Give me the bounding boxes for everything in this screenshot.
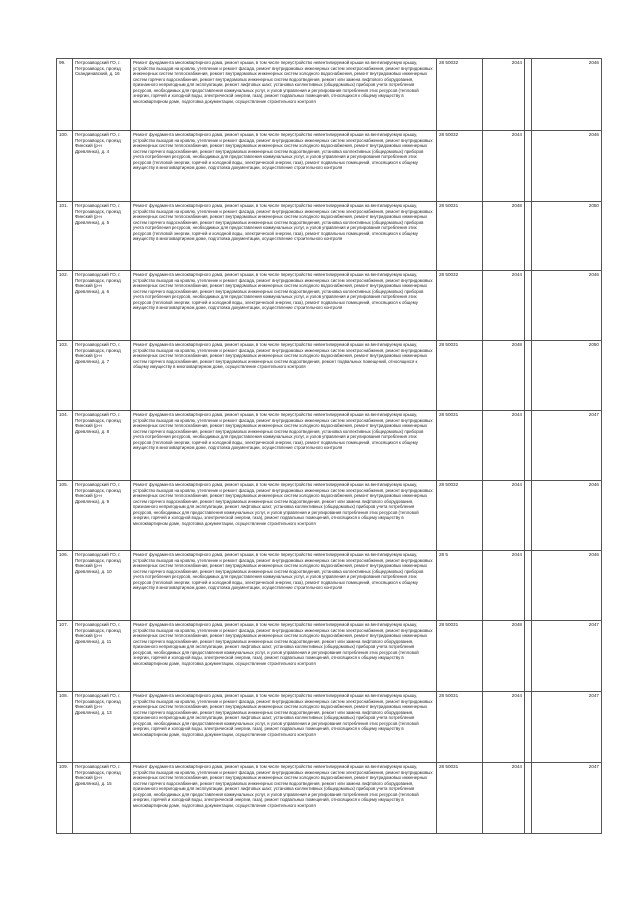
row-code: 28 50031 (437, 202, 483, 271)
row-empty-cell (525, 131, 532, 202)
row-empty-cell (525, 481, 532, 551)
row-code: 28 50031 (437, 411, 483, 481)
row-year-start: 2044 (483, 131, 525, 202)
row-year-start: 2048 (483, 621, 525, 692)
table-row (57, 621, 602, 692)
row-year-start: 2044 (483, 411, 525, 481)
row-code: 28 50032 (437, 131, 483, 202)
row-address: Петрозаводский ГО, г. Петрозаводск, проезд Финский (р-н Древлянка), д. 8 (73, 411, 131, 481)
table-row (57, 341, 602, 411)
row-year-end: 2046 (532, 481, 602, 551)
row-empty-cell (525, 202, 532, 271)
row-year-end: 2050 (532, 341, 602, 411)
row-description: Ремонт фундамента многоквартирного дома, ремонт крыши, в том числе переустройство невентилируемой крыши на вентилируемую крышу, устройство выходов на кровлю, утепление и ремонт фасада, ремонт внутридомовых инженерных систем электроснабжения, ремонт внутридомовых инженерных систем теплоснабжения, ремонт внутридомовых инженерных систем холодного водоснабжения, ремонт внутридомовых инженерных систем горячего водоснабжения, ремонт внутридомовых инженерных систем водоотведения, ремонт или замена лифтового оборудования, признанного непригодным для эксплуатации, ремонт лифтовых шахт, установка коллективных (общедомовых) приборов учета потребления ресурсов, необходимых для предоставления коммунальных услуг, и узлов управления и регулирования потребления этих ресурсов (тепловой энергии, горячей и холодной воды, электрической энергии, газа), ремонт подвальных помещений, относящихся к общему имуществу в многоквартирном доме, подготовка документации, осуществление строительного контроля (131, 763, 437, 834)
table-row (57, 59, 602, 131)
row-number: 104. (57, 411, 73, 481)
row-description: Ремонт фундамента многоквартирного дома, ремонт крыши, в том числе переустройство невентилируемой крыши на вентилируемую крышу, устройство выходов на кровлю, утепление и ремонт фасада, ремонт внутридомовых инженерных систем электроснабжения, ремонт внутридомовых инженерных систем теплоснабжения, ремонт внутридомовых инженерных систем холодного водоснабжения, ремонт внутридомовых инженерных систем горячего водоснабжения, ремонт внутридомовых инженерных систем водоотведения, установка коллективных (общедомовых) приборов учета потребления ресурсов, необходимых для предоставления коммунальных услуг, и узлов управления и регулирования потребления этих ресурсов (тепловой энергии, горячей и холодной воды, электрической энергии, газа), ремонт подвальных помещений, относящихся к общему имуществу в многоквартирном доме, подготовка документации, осуществление строительного контроля (131, 551, 437, 621)
row-year-end: 2046 (532, 59, 602, 131)
row-year-end: 2047 (532, 621, 602, 692)
row-address: Петрозаводский ГО, г. Петрозаводск, проезд Финский (р-н Древлянка), д. 4 (73, 131, 131, 202)
row-year-start: 2048 (483, 341, 525, 411)
row-year-start: 2048 (483, 202, 525, 271)
row-year-end: 2047 (532, 692, 602, 763)
row-code: 28 5 (437, 551, 483, 621)
row-empty-cell (525, 341, 532, 411)
row-number: 109. (57, 763, 73, 834)
row-address: Петрозаводский ГО, г. Петрозаводск, проезд Финский (р-н Древлянка), д. 10 (73, 551, 131, 621)
row-empty-cell (525, 59, 532, 131)
row-code: 28 50031 (437, 621, 483, 692)
row-description: Ремонт фундамента многоквартирного дома, ремонт крыши, в том числе переустройство невентилируемой крыши на вентилируемую крышу, устройство выходов на кровлю, утепление и ремонт фасада, ремонт внутридомовых инженерных систем электроснабжения, ремонт внутридомовых инженерных систем теплоснабжения, ремонт внутридомовых инженерных систем холодного водоснабжения, ремонт внутридомовых инженерных систем горячего водоснабжения, ремонт внутридомовых инженерных систем водоотведения, ремонт подвальных помещений, относящихся к общему имуществу в многоквартирном доме, осуществление строительного контроля (131, 341, 437, 411)
row-empty-cell (525, 692, 532, 763)
row-description: Ремонт фундамента многоквартирного дома, ремонт крыши, в том числе переустройство невентилируемой крыши на вентилируемую крышу, устройство выходов на кровлю, утепление и ремонт фасада, ремонт внутридомовых инженерных систем электроснабжения, ремонт внутридомовых инженерных систем теплоснабжения, ремонт внутридомовых инженерных систем холодного водоснабжения, ремонт внутридомовых инженерных систем горячего водоснабжения, ремонт внутридомовых инженерных систем водоотведения, установка коллективных (общедомовых) приборов учета потребления ресурсов, необходимых для предоставления коммунальных услуг, и узлов управления и регулирования потребления этих ресурсов (тепловой энергии, горячей и холодной воды, электрической энергии, газа), ремонт подвальных помещений, относящихся к общему имуществу в многоквартирном доме, подготовка документации, осуществление строительного контроля (131, 271, 437, 341)
row-number: 103. (57, 341, 73, 411)
row-address: Петрозаводский ГО, г. Петрозаводск, проезд Финский (р-н Древлянка), д. 7 (73, 341, 131, 411)
table-row (57, 411, 602, 481)
row-description: Ремонт фундамента многоквартирного дома, ремонт крыши, в том числе переустройство невентилируемой крыши на вентилируемую крышу, устройство выходов на кровлю, утепление и ремонт фасада, ремонт внутридомовых инженерных систем электроснабжения, ремонт внутридомовых инженерных систем теплоснабжения, ремонт внутридомовых инженерных систем холодного водоснабжения, ремонт внутридомовых инженерных систем горячего водоснабжения, ремонт внутридомовых инженерных систем водоотведения, ремонт или замена лифтового оборудования, признанного непригодным для эксплуатации, ремонт лифтовых шахт, установка коллективных (общедомовых) приборов учета потребления ресурсов, необходимых для предоставления коммунальных услуг, и узлов управления и регулирования потребления этих ресурсов (тепловой энергии, горячей и холодной воды, электрической энергии, газа), ремонт подвальных помещений, относящихся к общему имуществу в многоквартирном доме, подготовка документации, осуществление строительного контроля (131, 621, 437, 692)
capital-repair-table (56, 58, 602, 834)
row-year-end: 2046 (532, 551, 602, 621)
row-empty-cell (525, 551, 532, 621)
row-number: 99. (57, 59, 73, 131)
document-page (56, 58, 601, 834)
row-address: Петрозаводский ГО, г. Петрозаводск, проезд Финский (р-н Древлянка), д. 13 (73, 692, 131, 763)
row-address: Петрозаводский ГО, г. Петрозаводск, проезд Финский (р-н Древлянка), д. 5 (73, 202, 131, 271)
row-empty-cell (525, 411, 532, 481)
row-description: Ремонт фундамента многоквартирного дома, ремонт крыши, в том числе переустройство невентилируемой крыши на вентилируемую крышу, устройство выходов на кровлю, утепление и ремонт фасада, ремонт внутридомовых инженерных систем электроснабжения, ремонт внутридомовых инженерных систем теплоснабжения, ремонт внутридомовых инженерных систем холодного водоснабжения, ремонт внутридомовых инженерных систем горячего водоснабжения, ремонт внутридомовых инженерных систем водоотведения, ремонт или замена лифтового оборудования, признанного непригодным для эксплуатации, ремонт лифтовых шахт, установка коллективных (общедомовых) приборов учета потребления ресурсов, необходимых для предоставления коммунальных услуг, и узлов управления и регулирования потребления этих ресурсов (тепловой энергии, горячей и холодной воды, электрической энергии, газа), ремонт подвальных помещений, относящихся к общему имуществу в многоквартирном доме, подготовка документации, осуществление строительного контроля (131, 59, 437, 131)
row-year-end: 2046 (532, 131, 602, 202)
row-year-end: 2047 (532, 411, 602, 481)
table-row (57, 763, 602, 834)
row-number: 108. (57, 692, 73, 763)
row-empty-cell (525, 763, 532, 834)
row-address: Петрозаводский ГО, г. Петрозаводск, проезд Финский (р-н Древлянка), д. 11 (73, 621, 131, 692)
row-year-end: 2050 (532, 202, 602, 271)
row-code: 28 50031 (437, 763, 483, 834)
row-empty-cell (525, 621, 532, 692)
row-number: 102. (57, 271, 73, 341)
row-code: 28 50032 (437, 271, 483, 341)
table-row (57, 551, 602, 621)
row-address: Петрозаводский ГО, г. Петрозаводск, проезд Финский (р-н Древлянка), д. 6 (73, 271, 131, 341)
row-year-end: 2047 (532, 763, 602, 834)
row-year-end: 2046 (532, 271, 602, 341)
row-number: 100. (57, 131, 73, 202)
row-description: Ремонт фундамента многоквартирного дома, ремонт крыши, в том числе переустройство невентилируемой крыши на вентилируемую крышу, устройство выходов на кровлю, утепление и ремонт фасада, ремонт внутридомовых инженерных систем электроснабжения, ремонт внутридомовых инженерных систем теплоснабжения, ремонт внутридомовых инженерных систем холодного водоснабжения, ремонт внутридомовых инженерных систем горячего водоснабжения, ремонт внутридомовых инженерных систем водоотведения, установка коллективных (общедомовых) приборов учета потребления ресурсов, необходимых для предоставления коммунальных услуг, и узлов управления и регулирования потребления этих ресурсов (тепловой энергии, горячей и холодной воды, электрической энергии, газа), ремонт подвальных помещений, относящихся к общему имуществу в многоквартирном доме, подготовка документации, осуществление строительного контроля (131, 411, 437, 481)
row-code: 28 50032 (437, 481, 483, 551)
table-body (57, 59, 602, 834)
row-year-start: 2044 (483, 481, 525, 551)
row-number: 105. (57, 481, 73, 551)
row-address: Петрозаводский ГО, г. Петрозаводск, проезд Финский (р-н Древлянка), д. 9 (73, 481, 131, 551)
row-address: Петрозаводский ГО, г. Петрозаводск, проезд Скандинавский, д. 16 (73, 59, 131, 131)
row-year-start: 2044 (483, 271, 525, 341)
row-address: Петрозаводский ГО, г. Петрозаводск, проезд Финский (р-н Древлянка), д. 15 (73, 763, 131, 834)
row-description: Ремонт фундамента многоквартирного дома, ремонт крыши, в том числе переустройство невентилируемой крыши на вентилируемую крышу, устройство выходов на кровлю, утепление и ремонт фасада, ремонт внутридомовых инженерных систем электроснабжения, ремонт внутридомовых инженерных систем теплоснабжения, ремонт внутридомовых инженерных систем холодного водоснабжения, ремонт внутридомовых инженерных систем горячего водоснабжения, ремонт внутридомовых инженерных систем водоотведения, ремонт или замена лифтового оборудования, признанного непригодным для эксплуатации, ремонт лифтовых шахт, установка коллективных (общедомовых) приборов учета потребления ресурсов, необходимых для предоставления коммунальных услуг, и узлов управления и регулирования потребления этих ресурсов (тепловой энергии, горячей и холодной воды, электрической энергии, газа), ремонт подвальных помещений, относящихся к общему имуществу в многоквартирном доме, подготовка документации, осуществление строительного контроля (131, 692, 437, 763)
row-code: 28 50031 (437, 341, 483, 411)
table-row (57, 692, 602, 763)
row-number: 107. (57, 621, 73, 692)
table-row (57, 202, 602, 271)
row-year-start: 2044 (483, 551, 525, 621)
row-description: Ремонт фундамента многоквартирного дома, ремонт крыши, в том числе переустройство невентилируемой крыши на вентилируемую крышу, устройство выходов на кровлю, утепление и ремонт фасада, ремонт внутридомовых инженерных систем электроснабжения, ремонт внутридомовых инженерных систем теплоснабжения, ремонт внутридомовых инженерных систем холодного водоснабжения, ремонт внутридомовых инженерных систем горячего водоснабжения, ремонт внутридомовых инженерных систем водоотведения, установка коллективных (общедомовых) приборов учета потребления ресурсов, необходимых для предоставления коммунальных услуг, и узлов управления и регулирования потребления этих ресурсов (тепловой энергии, горячей и холодной воды, электрической энергии, газа), ремонт подвальных помещений, относящихся к общему имуществу в многоквартирном доме, подготовка документации, осуществление строительного контроля (131, 202, 437, 271)
row-year-start: 2044 (483, 692, 525, 763)
row-year-start: 2044 (483, 763, 525, 834)
table-row (57, 131, 602, 202)
row-code: 28 50032 (437, 59, 483, 131)
row-number: 101. (57, 202, 73, 271)
row-year-start: 2044 (483, 59, 525, 131)
row-description: Ремонт фундамента многоквартирного дома, ремонт крыши, в том числе переустройство невентилируемой крыши на вентилируемую крышу, устройство выходов на кровлю, утепление и ремонт фасада, ремонт внутридомовых инженерных систем электроснабжения, ремонт внутридомовых инженерных систем теплоснабжения, ремонт внутридомовых инженерных систем холодного водоснабжения, ремонт внутридомовых инженерных систем горячего водоснабжения, ремонт внутридомовых инженерных систем водоотведения, ремонт или замена лифтового оборудования, признанного непригодным для эксплуатации, ремонт лифтовых шахт, установка коллективных (общедомовых) приборов учета потребления ресурсов, необходимых для предоставления коммунальных услуг, и узлов управления и регулирования потребления этих ресурсов (тепловой энергии, горячей и холодной воды, электрической энергии, газа), ремонт подвальных помещений, относящихся к общему имуществу в многоквартирном доме, подготовка документации, осуществление строительного контроля (131, 481, 437, 551)
row-empty-cell (525, 271, 532, 341)
table-row (57, 481, 602, 551)
row-description: Ремонт фундамента многоквартирного дома, ремонт крыши, в том числе переустройство невентилируемой крыши на вентилируемую крышу, устройство выходов на кровлю, утепление и ремонт фасада, ремонт внутридомовых инженерных систем электроснабжения, ремонт внутридомовых инженерных систем теплоснабжения, ремонт внутридомовых инженерных систем холодного водоснабжения, ремонт внутридомовых инженерных систем горячего водоснабжения, ремонт внутридомовых инженерных систем водоотведения, установка коллективных (общедомовых) приборов учета потребления ресурсов, необходимых для предоставления коммунальных услуг, и узлов управления и регулирования потребления этих ресурсов (тепловой энергии, горячей и холодной воды, электрической энергии, газа), ремонт подвальных помещений, относящихся к общему имуществу в многоквартирном доме, подготовка документации, осуществление строительного контроля (131, 131, 437, 202)
table-row (57, 271, 602, 341)
row-code: 28 50031 (437, 692, 483, 763)
row-number: 106. (57, 551, 73, 621)
